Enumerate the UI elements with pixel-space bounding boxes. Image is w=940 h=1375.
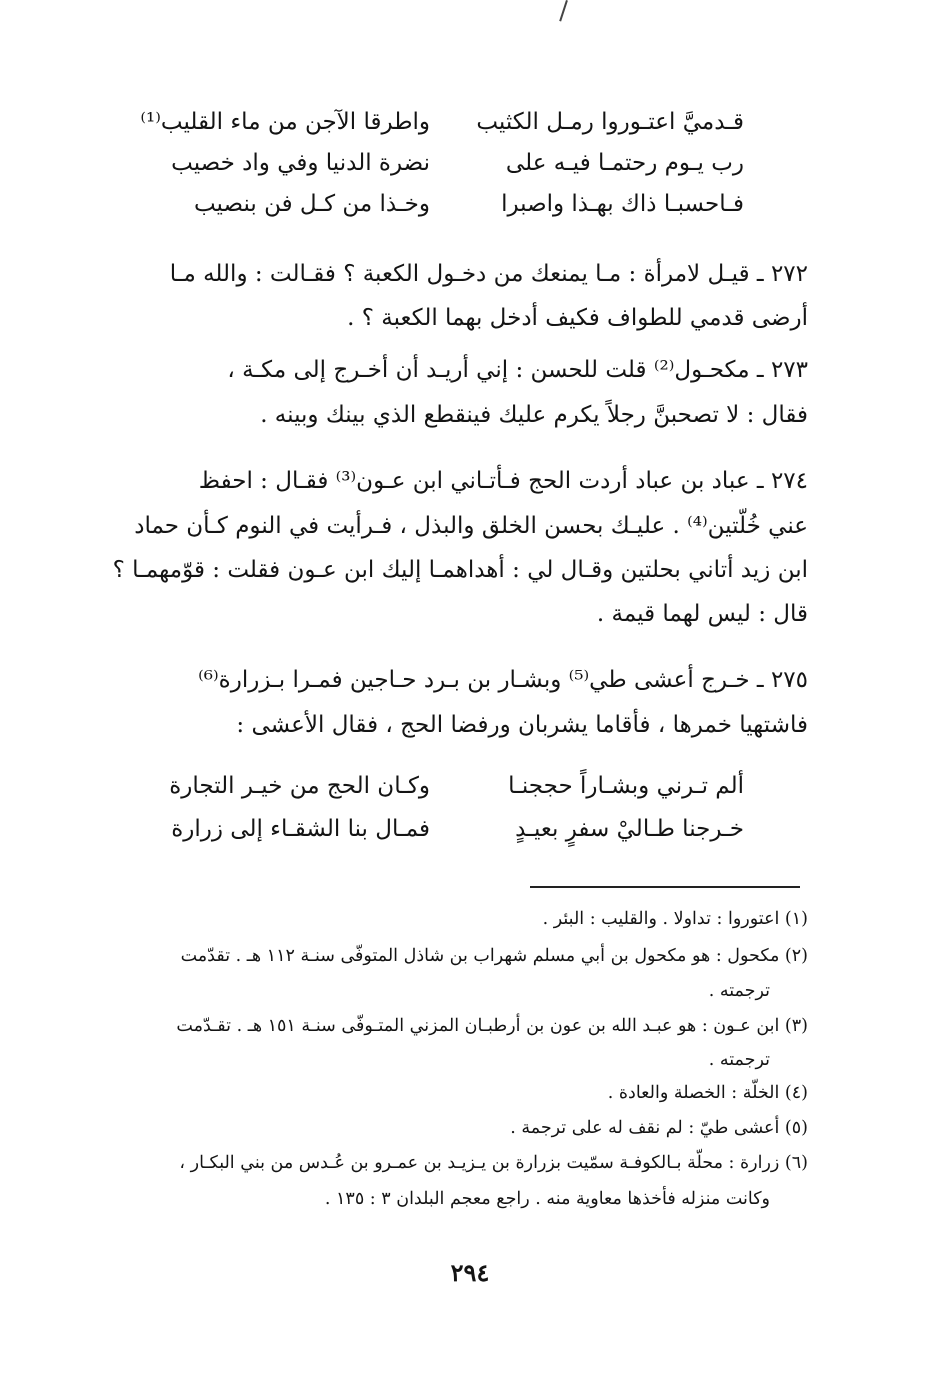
verse-5-second-hemistich: فمـال بنا الشقـاء إلى زرارة bbox=[171, 816, 430, 842]
footnote-2-continuation: ترجمته . bbox=[708, 981, 770, 1001]
paragraph-272-line-2: أرضى قدمي للطواف فكيف أدخل بهما الكعبة ؟ . bbox=[347, 305, 808, 331]
paragraph-274-line-4: قال : ليس لهما قيمة . bbox=[596, 601, 808, 627]
paragraph-274-line-1: ٢٧٤ ـ عباد بن عباد أردت الحج فـأتـاني ابن عـون⁽³⁾ فقـال : احفظ bbox=[198, 468, 808, 494]
footnote-3-continuation: ترجمته . bbox=[708, 1050, 770, 1070]
paragraph-272-line-1: ٢٧٢ ـ قيـل لامرأة : مـا يمنعك من دخـول الكعبة ؟ فقـالت : والله مـا bbox=[169, 261, 808, 287]
footnote-4: (٤) الخلّة : الخصلة والعادة . bbox=[607, 1083, 808, 1103]
footnote-separator bbox=[530, 886, 800, 888]
paragraph-275-line-2: فاشتهيا خمرها ، فأقاما يشربان ورفضا الحج ، فقال الأعشى : bbox=[236, 712, 808, 738]
footnote-6: (٦) زرارة : محلّة بـالكوفـة سمّيت بزرارة بن يـزيـد بن عمـرو بن عُـدس من بني البكـار ، bbox=[179, 1153, 808, 1173]
verse-4-second-hemistich: وكـان الحج من خيـر التجارة bbox=[169, 773, 430, 799]
paragraph-274-line-3: ابن زيد أتاني بحلتين وقـال لي : أهداهمـا إليك ابن عـون فقلت : قوّمهمـا ؟ bbox=[112, 557, 808, 583]
page-number: ٢٩٤ bbox=[450, 1258, 490, 1287]
verse-5-first-hemistich: خـرجنا طـاليْ سفرٍ بعيـدٍ bbox=[515, 816, 744, 842]
verse-3-first-hemistich: فـاحسبـا ذاك بهـذا واصبرا bbox=[501, 191, 744, 217]
footnote-1: (١) اعتوروا : تداولا . والقليب : البئر . bbox=[542, 909, 808, 929]
paragraph-275-line-1: ٢٧٥ ـ خـرج أعشى طي⁽⁵⁾ وبشـار بن بـرد حـاجين فمـرا بـزرارة⁽⁶⁾ bbox=[198, 667, 808, 693]
verse-2-first-hemistich: رب يـوم رحتمـا فيـه على bbox=[505, 150, 744, 176]
footnote-2: (٢) مكحول : هو مكحول بن أبي مسلم شهراب بن شاذل المتوفّى سنـة ١١٢ هـ . تقدّمت bbox=[180, 946, 808, 966]
paragraph-274-line-2: عني خُلّتين⁽⁴⁾ . عليـك بحسن الخلق والبذل ، فـرأيت في النوم كـأن حماد bbox=[134, 513, 808, 539]
verse-3-second-hemistich: وخـذا من كـل فن بنصيب bbox=[193, 191, 430, 217]
verse-4-first-hemistich: ألم تـرني وبشـاراً حججنـا bbox=[508, 773, 744, 799]
verse-1-first-hemistich: قـدميَّ اعتـوروا رمـل الكثيب bbox=[476, 109, 744, 135]
footnote-3: (٣) ابن عـون : هو عبـد الله بن عون بن أرطبـان المزني المتـوفّى سنـة ١٥١ هـ . تقـدّمت bbox=[176, 1016, 808, 1036]
paragraph-273-line-1: ٢٧٣ ـ مكحـول⁽²⁾ قلت للحسن : إني أريـد أن أخـرج إلى مكـة ، bbox=[227, 357, 808, 383]
footnote-5: (٥) أعشى طيّ : لم نقف له على ترجمة . bbox=[510, 1118, 808, 1138]
paragraph-273-line-2: فقال : لا تصحبنَّ رجلاً يكرم عليك فينقطع الذي بينك وبينه . bbox=[260, 402, 808, 428]
footnote-6-continuation: وكانت منزله فأخذها معاوية منه . راجع معجم البلدان ٣ : ١٣٥ . bbox=[324, 1189, 770, 1209]
verse-2-second-hemistich: نضرة الدنيا وفي واد خصيب bbox=[171, 150, 430, 176]
verse-1-second-hemistich: واطرقا الآجن من ماء القليب⁽¹⁾ bbox=[140, 109, 430, 135]
scan-mark bbox=[559, 0, 568, 22]
